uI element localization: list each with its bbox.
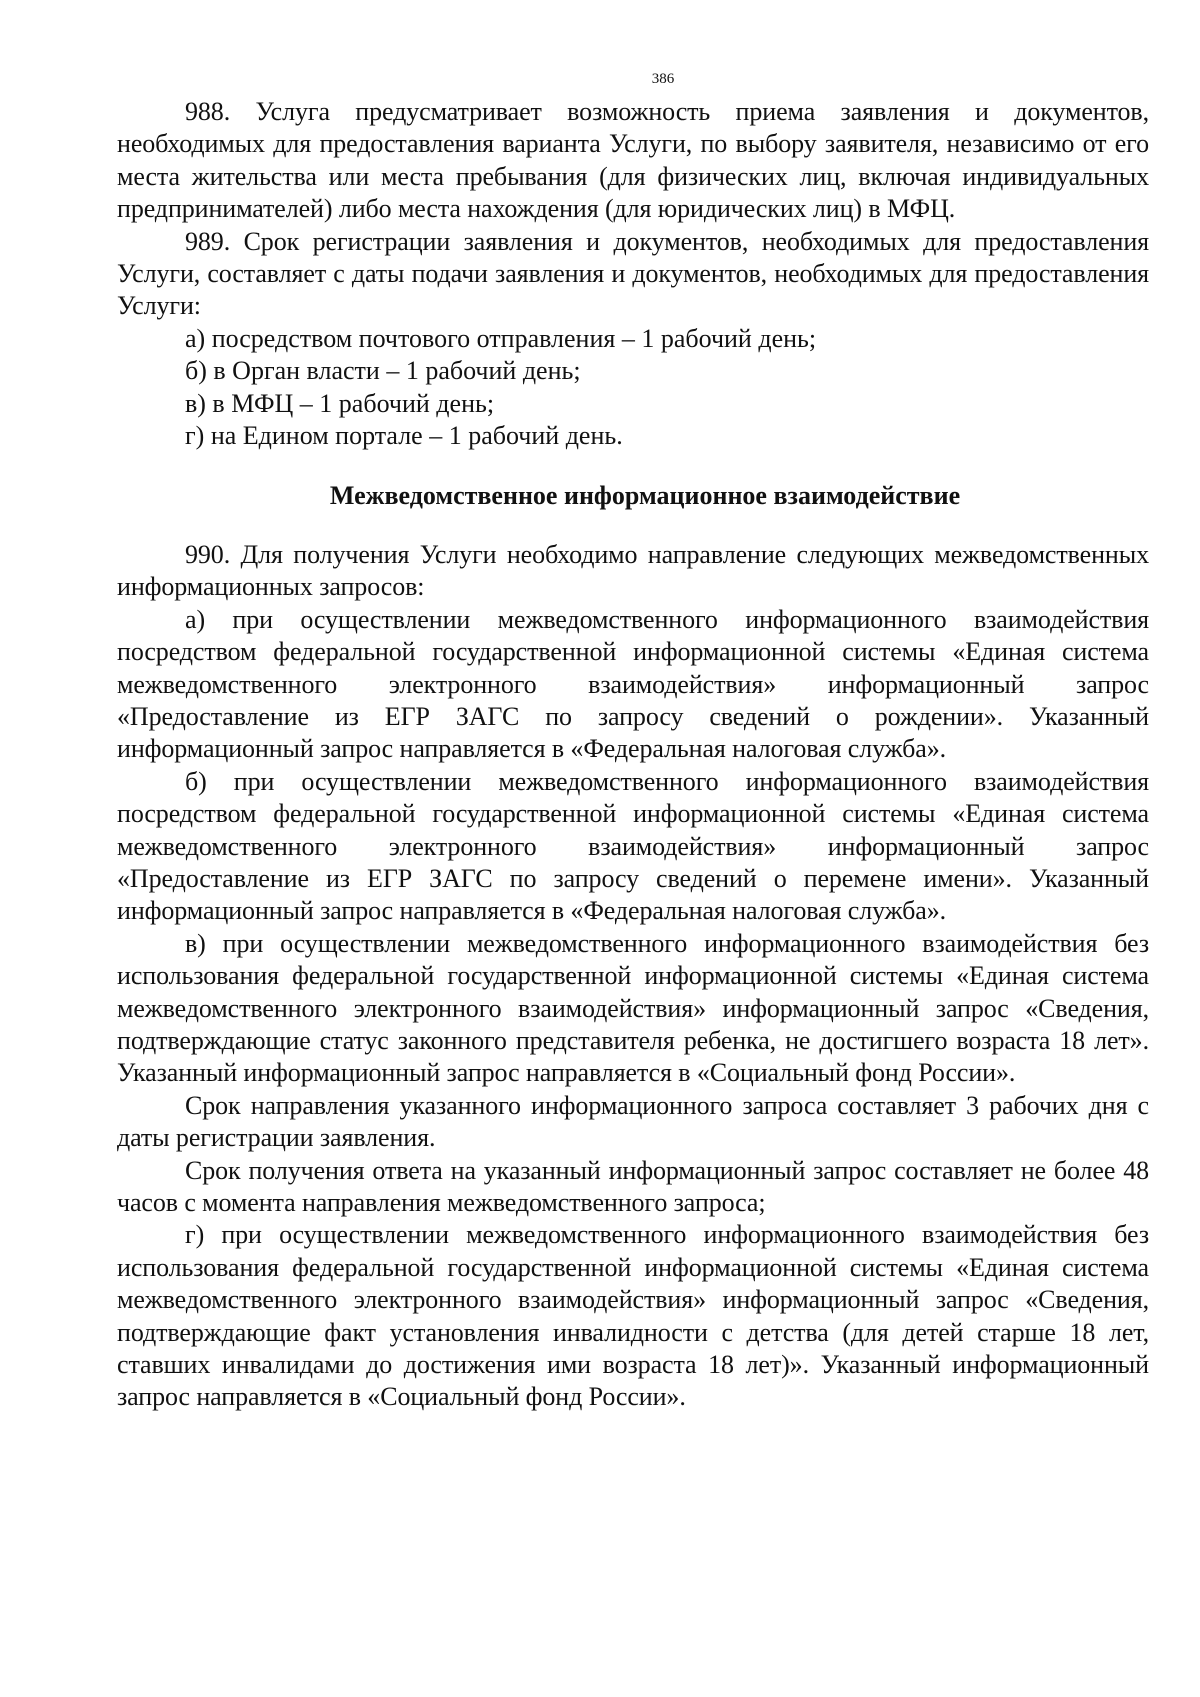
paragraph-request-deadline: Срок направления указанного информационного запроса составляет 3 рабочих дня с даты регистрации заявления. — [117, 1090, 1149, 1153]
page-number: 386 — [651, 71, 675, 87]
paragraph-990: 990. Для получения Услуги необходимо направление следующих межведомственных информационных запросов: — [117, 539, 1149, 602]
list-item: в) в МФЦ – 1 рабочий день; — [185, 388, 495, 418]
list-item: г) на Едином портале – 1 рабочий день. — [185, 421, 623, 451]
paragraph-989: 989. Срок регистрации заявления и документов, необходимых для предоставления Услуги, составляет с даты подачи заявления и документов, необходимых для предоставления Услуги: — [117, 226, 1149, 321]
list-item: б) в Орган власти – 1 рабочий день; — [185, 356, 581, 386]
paragraph-response-deadline: Срок получения ответа на указанный информационный запрос составляет не более 48 часов с момента направления межведомственного запроса; — [117, 1155, 1149, 1217]
paragraph-988: 988. Услуга предусматривает возможность приема заявления и документов, необходимых для предоставления варианта Услуги, по выбору заявителя, независимо от его места жительства или места пребывания (для физических лиц, включая индивидуальных предпринимателей) либо места нахождения (для юридических лиц) в МФЦ. — [117, 97, 1149, 224]
document-page — [117, 68, 1149, 1414]
list-item: а) посредством почтового отправления – 1 рабочий день; — [185, 323, 817, 353]
section-heading: Межведомственное информационное взаимодействие — [329, 481, 961, 511]
paragraph-990-v: в) при осуществлении межведомственного информационного взаимодействия без использования федеральной государственной информационной системы «Единая система межведомственного электронного взаимодействия» информационный запрос «Сведения, подтверждающие статус законного представителя ребенка, не достигшего возраста 18 лет». Указанный информационный запрос направляется в «Социальный фонд России». — [117, 928, 1149, 1088]
paragraph-990-a: а) при осуществлении межведомственного информационного взаимодействия посредством федеральной государственной информационной системы «Единая система межведомственного электронного взаимодействия» информационный запрос «Предоставление из ЕГР ЗАГС по запросу сведений о рождении». Указанный информационный запрос направляется в «Федеральная налоговая служба». — [117, 604, 1149, 764]
paragraph-990-g: г) при осуществлении межведомственного информационного взаимодействия без использования федеральной государственной информационной системы «Единая система межведомственного электронного взаимодействия» информационный запрос «Сведения, подтверждающие факт установления инвалидности с детства (для детей старше 18 лет, ставших инвалидами до достижения ими возраста 18 лет)». Указанный информационный запрос направляется в «Социальный фонд России». — [117, 1220, 1149, 1412]
list-989 — [117, 323, 1149, 453]
paragraph-990-b: б) при осуществлении межведомственного информационного взаимодействия посредством федеральной государственной информационной системы «Единая система межведомственного электронного взаимодействия» информационный запрос «Предоставление из ЕГР ЗАГС по запросу сведений о перемене имени». Указанный информационный запрос направляется в «Федеральная налоговая служба». — [117, 766, 1149, 926]
